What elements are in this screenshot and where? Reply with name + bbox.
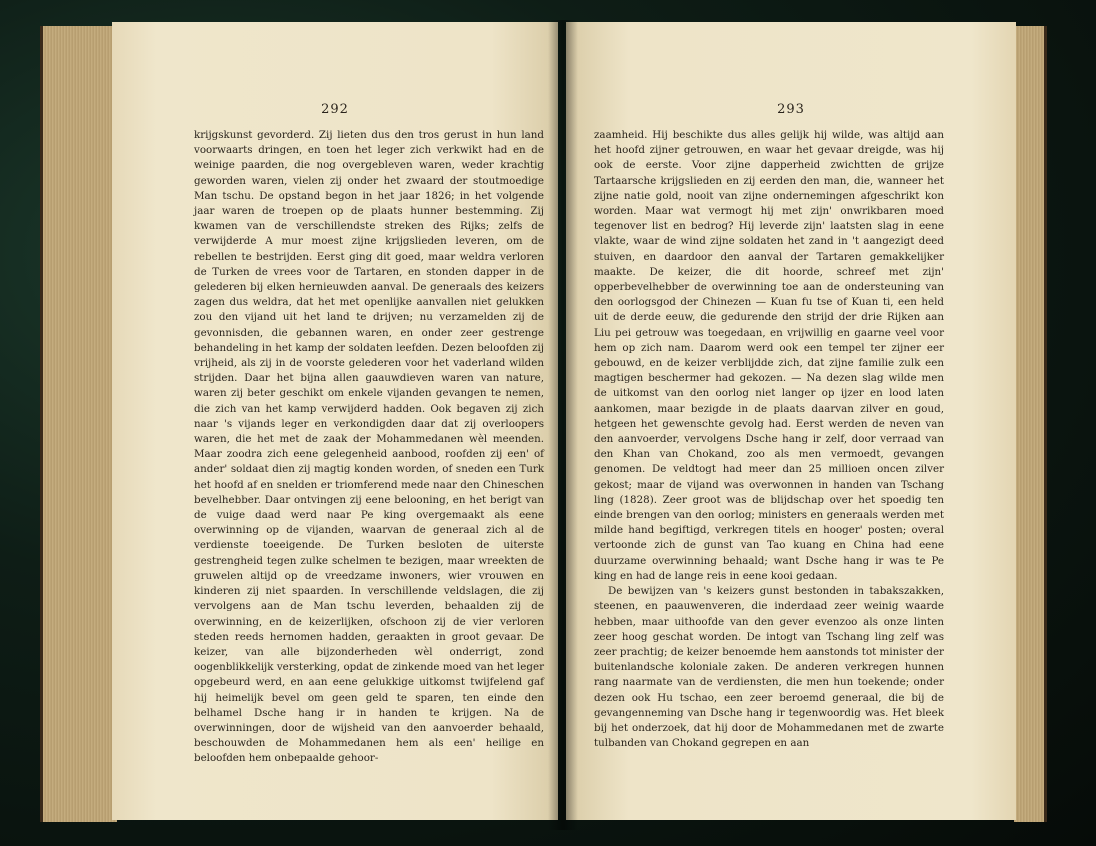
paragraph: krijgskunst gevorderd. Zij lieten dus den tros gerust in hun land voorwaarts dringen, en toen het leger zich verkwikt had en de weinige paarden, die nog overgebleven waren, weder krachtig geworden waren, vielen zij onder het zwaard der stoutmoedige Man tschu. De opstand begon in het jaar 1826; in het volgende jaar waren de troepen op de plaats hunner bestemming. Zij kwamen van de verschillendste streken des Rijks; zelfs de verwijderde A mur moest zijne krijgslieden leveren, om de rebellen te bestrijden. Eerst ging dit goed, maar weldra verloren de Turken de vrees voor de Tartaren, en stonden dapper in de gelederen bij elken hernieuwden aanval. De generaals des keizers zagen dus weldra, dat het met openlijke aanvallen niet gelukken zou den vijand uit het land te drijven; nu verzamelden zij de gevonnisden, die gebannen waren, en onder zeer gestrenge behandeling in het kamp der soldaten leefden. Dezen beloofden zij vrijheid, als zij in de voorste gelederen voor het vaderland wilden strijden. Daar het bijna allen gaauwdieven waren van nature, waren zij beter geschikt om enkele vijanden gevangen te nemen, die zich van het kamp verwijderd hadden. Ook begaven zij zich naar 's vijands leger en verkondigden daar dat zij overloopers waren, die het met de zaak der Mohammedanen wèl meenden. Maar zoodra zich eene gelegenheid aanbood, roofden zij een' of ander' soldaat dien zij magtig konden worden, of sneden een Turk het hoofd af en snelden er triomferend mede naar den Chineschen bevelhebber. Daar ontvingen zij eene belooning, en het berigt van de vuige daad werd naar Pe king overgemaakt als eene overwinning op de vijanden, waarvan de generaal zich al de verdienste toeeigende. De Turken besloten de uiterste gestrengheid tegen zulke schelmen te bezigen, maar wreekten de gruwelen altijd op de vreedzame inwoners, wier vrouwen en kinderen zij niet spaarden. In verschillende veldslagen, die zij vervolgens aan de Man tschu leverden, behaalden zij de overwinning, en de keizerlijken, ofschoon zij de vier verloren steden reeds hernomen hadden, geraakten in groot gevaar. De keizer, van alle bijzonderheden wèl onderrigt, zond oogenblikkelijk versterking, opdat de zinkende moed van het leger opgebeurd werd, en aan eene gelukkige uitkomst twijfelend gaf hij heimelijk bevel om geen geld te sparen, ten einde den belhamel Dsche hang ir in handen te krijgen. Na de overwinningen, door de wijsheid van den aanvoerder behaald, beschouwden de Mohammedanen hem als een' heilige en beloofden hem onbepaalde gehoor- bbox=[194, 129, 544, 765]
left-page bbox=[112, 22, 558, 820]
page-edges-right bbox=[1014, 26, 1047, 822]
paragraph: zaamheid. Hij beschikte dus alles gelijk hij wilde, was altijd aan het hoofd zijner getrouwen, en waar het gevaar dreigde, was hij ook de eerste. Voor zijne dapperheid zwichtten de grijze Tartaarsche krijgslieden en zij eerden den man, die, wanneer het zijne natie gold, nooit van zijne ondernemingen afgeschrikt kon worden. Maar wat vermogt hij met zijn' onwrikbaren moed tegenover list en bedrog? Hij leverde zijn' laatsten slag in eene vlakte, waar de wind zijne soldaten het zand in 't aangezigt deed stuiven, en daardoor den aanval der Tartaren gemakkelijker maakte. De keizer, die dit hoorde, schreef met zijn' opperbevelhebber de overwinning toe aan de ondersteuning van den oorlogsgod der Chinezen — Kuan fu tse of Kuan ti, een held uit de derde eeuw, die gedurende den strijd der drie Rijken aan Liu pei getrouw was toegedaan, en vrijwillig en gaarne veel voor hem op zich nam. Daarom werd ook een tempel ter zijner eer gebouwd, en de keizer verblijdde zich, dat zijne familie zulk een magtigen beschermer had gekozen. — Na dezen slag wilde men de uitkomst van den oorlog niet langer op ijzer en lood laten aankomen, maar bezigde in de plaats daarvan zilver en goud, hetgeen het gewenschte gevolg had. Eerst werden de neven van den aanvoerder, vervolgens Dsche hang ir zelf, door verraad van den Khan van Chokand, zoo als men vermoedt, gevangen genomen. De veldtogt had meer dan 25 millioen oncen zilver gekost; maar de vijand was overwonnen in handen van Tschang ling (1828). Zeer groot was de blijdschap over het spoedig ten einde brengen van den oorlog; ministers en generaals werden met milde hand begiftigd, verkregen titels en hooger' posten; overal vertoonde zich de gunst van Tao kuang en China had eene duurzame overwinning behaald; want Dsche hang ir was te Pe king en had de lange reis in eene kooi gedaan. bbox=[594, 129, 944, 582]
page-edges-left bbox=[40, 26, 117, 822]
paragraph: De bewijzen van 's keizers gunst bestonden in tabakszakken, steenen, en paauwenveren, die inderdaad zeer weinig waarde hebben, maar uithoofde van den gever evenzoo als onze linten zeer hoog geschat worden. De intogt van Tschang ling zelf was zeer prachtig; de keizer benoemde hem aanstonds tot minister der buitenlandsche koloniale zaken. De anderen verkregen hunnen rang naarmate van de verdiensten, die men hun toekende; onder dezen ook Hu tschao, een zeer beroemd generaal, die bij de gevangenneming van Dsche hang ir tegenwoordig was. Het bleek bij het onderzoek, dat hij door de Mohammedanen met de zwarte tulbanden van Chokand gegrepen en aan bbox=[594, 585, 944, 750]
right-page-text bbox=[594, 128, 944, 751]
page-number-right: 293 bbox=[777, 102, 805, 117]
left-page-text bbox=[194, 128, 544, 767]
page-number-left: 292 bbox=[321, 102, 349, 117]
book-spine bbox=[548, 20, 578, 830]
right-page bbox=[566, 22, 1016, 820]
